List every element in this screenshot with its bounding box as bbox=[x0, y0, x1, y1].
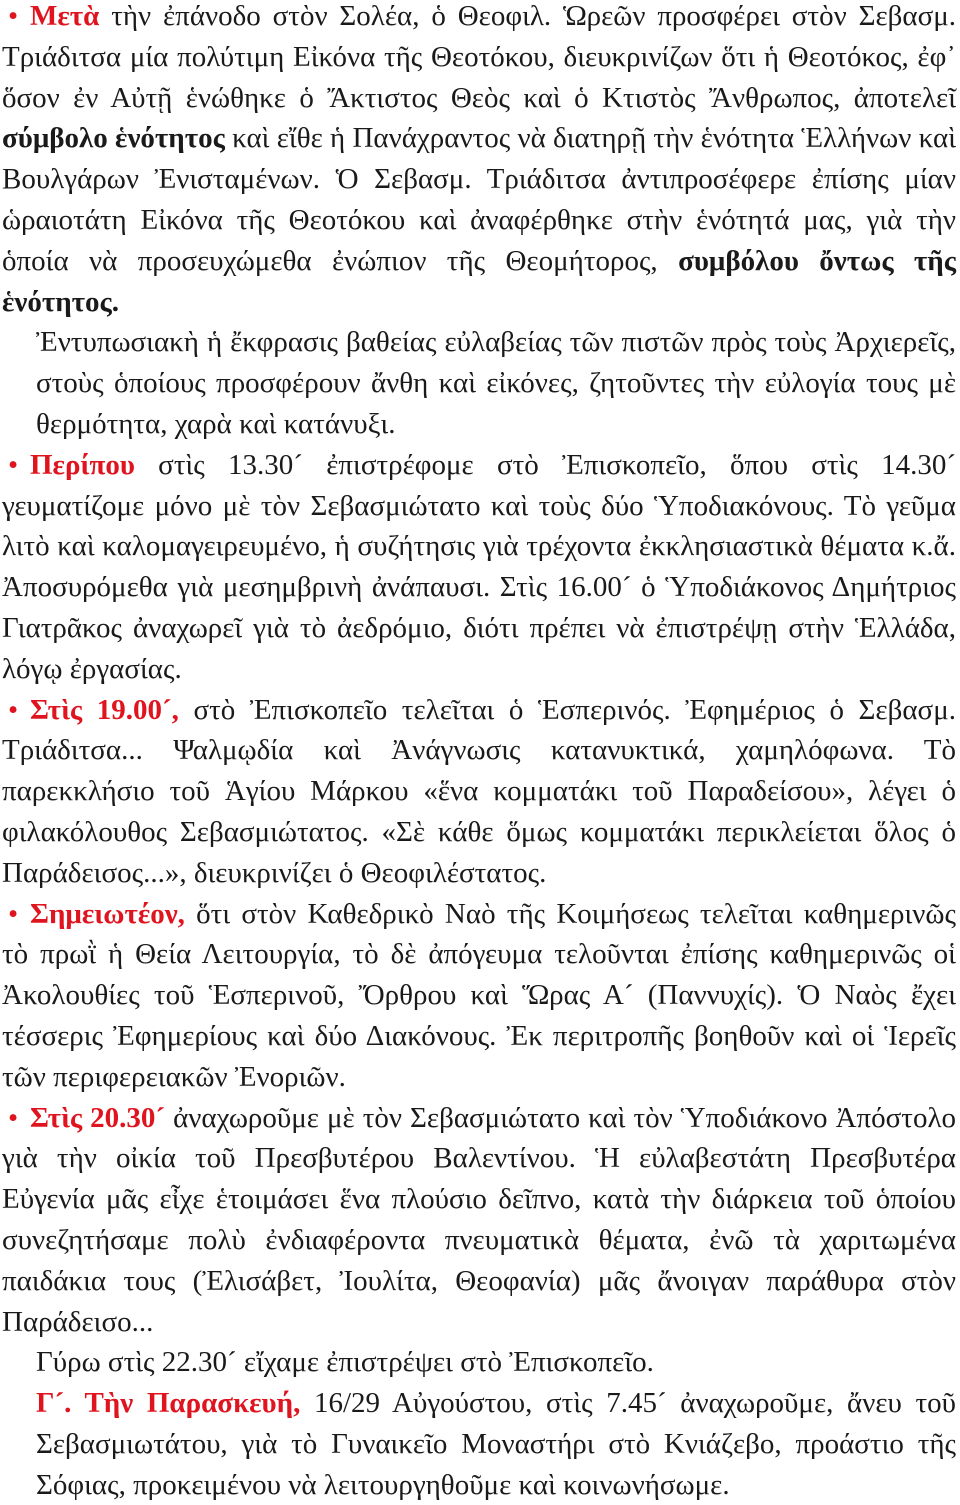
paragraph-lead: Στὶς 20.30´ bbox=[30, 1101, 166, 1134]
paragraph-lead: Σημειωτέον, bbox=[30, 897, 185, 930]
paragraph-text: στὶς 13.30´ ἐπιστρέφομε στὸ Ἐπισκοπεῖο, ὅπου στὶς 14.30´ γευματίζομε μόνο μὲ τὸν Σεβασμιώτατο καὶ τοὺς δύο Ὑποδιακόνους. Τὸ γεῦμα λιτὸ καὶ καλομαγειρευμένο, ἡ συζήτησις γιὰ τρέχοντα ἐκκλησιαστικὰ θέματα κ.ἄ. Ἀποσυρόμεθα γιὰ μεσημβρινὴ ἀνάπαυσι. Στὶς 16.00´ ὁ Ὑποδιάκονος Δημήτριος Γιατρᾶκος ἀναχωρεῖ γιὰ τὸ ἀεδρόμιο, διότι πρέπει νὰ ἐπιστρέψῃ στὴν Ἑλλάδα, λόγῳ ἐργασίας. bbox=[2, 448, 956, 685]
paragraph-cathedral bbox=[2, 894, 956, 1098]
paragraph-text: Γύρω στὶς 22.30´ εἴχαμε ἐπιστρέψει στὸ Ἐπισκοπεῖο. bbox=[36, 1346, 654, 1379]
paragraph-lunch bbox=[2, 445, 956, 690]
paragraph-lead: Περίπου bbox=[30, 448, 135, 481]
paragraph-text: 16/29 Αὐγούστου, στὶς 7.45´ ἀναχωροῦμε, ἄνευ τοῦ Σεβασμιωτάτου, γιὰ τὸ Γυναικεῖο Μοναστήρι στὸ Κνιάζεβο, προάστιο τῆς Σόφιας, προκειμένου νὰ λειτουργηθοῦμε καὶ κοινωνήσωμε. bbox=[36, 1387, 956, 1501]
paragraph-text: τὴν ἐπάνοδο στὸν Σολέα, ὁ Θεοφιλ. Ὡρεῶν προσφέρει στὸν Σεβασμ. Τριάδιτσα μία πολύτιμη Εἰκόνα τῆς Θεοτόκου, διευκρινίζων ὅτι ἡ Θεοτόκος, ἐφ᾽ ὅσον ἐν Αὐτῇ ἑνώθηκε ὁ Ἄκτιστος Θεὸς καὶ ὁ Κτιστὸς Ἄνθρωπος, ἀποτελεῖ bbox=[2, 0, 956, 114]
bullet-icon: • bbox=[8, 0, 19, 32]
paragraph-text: Ἐντυπωσιακὴ ἡ ἔκφρασις βαθείας εὐλαβείας τῶν πιστῶν πρὸς τοὺς Ἀρχιερεῖς, στοὺς ὁποίους προσφέρουν ἄνθη καὶ εἰκόνες, ζητοῦντες τὴν εὐλογία τους μὲ θερμότητα, χαρὰ καὶ κατάνυξι. bbox=[36, 326, 956, 440]
paragraph-return bbox=[2, 1342, 956, 1383]
paragraph-lead: Μετὰ bbox=[30, 0, 100, 32]
paragraph-faithful bbox=[2, 322, 956, 444]
bullet-icon: • bbox=[8, 448, 19, 481]
paragraph-return-solea bbox=[2, 0, 956, 322]
paragraph-text: καὶ εἴθε ἡ Πανάχραντος νὰ διατηρῇ τὴν ἑνότητα Ἑλλήνων καὶ Βουλγάρων Ἐνισταμένων. Ὁ Σεβασμ. Τριάδιτσα ἀντιπροσέφερε ἐπίσης μίαν ὡραιοτάτη Εἰκόνα τῆς Θεοτόκου καὶ ἀναφέρθηκε στὴν ἑνότητά μας, γιὰ τὴν ὁποία νὰ προσευχώμεθα ἐνώπιον τῆς Θεομήτορος, bbox=[2, 122, 956, 277]
bullet-icon: • bbox=[8, 897, 19, 930]
paragraph-dinner bbox=[2, 1098, 956, 1343]
paragraph-vespers bbox=[2, 690, 956, 894]
paragraph-lead: Γ´. Τὴν Παρασκευή, bbox=[36, 1387, 301, 1420]
paragraph-text: ἀναχωροῦμε μὲ τὸν Σεβασμιώτατο καὶ τὸν Ὑποδιάκονο Ἀπόστολο γιὰ τὴν οἰκία τοῦ Πρεσβυτέρου Βαλεντίνου. Ἡ εὐλαβεστάτη Πρεσβυτέρα Εὐγενία μᾶς εἶχε ἑτοιμάσει ἕνα πλούσιο δεῖπνο, κατὰ τὴν διάρκεια τοῦ ὁποίου συνεζητήσαμε πολὺ ἐνδιαφέροντα πνευματικὰ θέματα, ἐνῶ τὰ χαριτωμένα παιδάκια τους (Ἐλισάβετ, Ἰουλίτα, Θεοφανία) μᾶς ἄνοιγαν παράθυρα στὸν Παράδεισο... bbox=[2, 1101, 957, 1338]
bullet-icon: • bbox=[8, 693, 19, 726]
emphasis-text: σύμβολο ἑνότητος bbox=[2, 122, 225, 155]
bullet-icon: • bbox=[8, 1101, 19, 1134]
emphasis-text: συμβόλου ὄντως τῆς ἑνότητος. bbox=[2, 244, 957, 318]
paragraph-lead: Στὶς 19.00´, bbox=[30, 693, 179, 726]
paragraph-text: στὸ Ἐπισκοπεῖο τελεῖται ὁ Ἑσπερινός. Ἐφημέριος ὁ Σεβασμ. Τριάδιτσα... Ψαλμῳδία καὶ Ἀνάγνωσις κατανυκτικά, χαμηλόφωνα. Τὸ παρεκκλήσιο τοῦ Ἁγίου Μάρκου «ἕνα κομματάκι τοῦ Παραδείσου», λέγει ὁ φιλακόλουθος Σεβασμιώτατος. «Σὲ κάθε ὅμως κομματάκι περικλείεται ὅλος ὁ Παράδεισος...», διευκρινίζει ὁ Θεοφιλέστατος. bbox=[2, 693, 956, 889]
paragraph-friday bbox=[2, 1383, 956, 1505]
paragraph-text: ὅτι στὸν Καθεδρικὸ Ναὸ τῆς Κοιμήσεως τελεῖται καθημερινῶς τὸ πρωῒ ἡ Θεία Λειτουργία, τὸ δὲ ἀπόγευμα τελοῦνται ἐπίσης καθημερινῶς οἱ Ἀκολουθίες τοῦ Ἑσπερινοῦ, Ὄρθρου καὶ Ὥρας Α´ (Παννυχίς). Ὁ Ναὸς ἔχει τέσσερις Ἐφημερίους καὶ δύο Διακόνους. Ἐκ περιτροπῆς βοηθοῦν καὶ οἱ Ἱερεῖς τῶν περιφερειακῶν Ἐνοριῶν. bbox=[2, 897, 956, 1093]
